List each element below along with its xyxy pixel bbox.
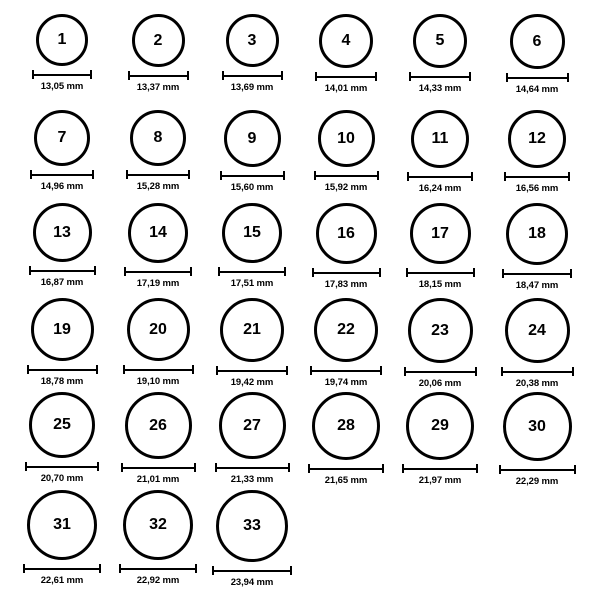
diameter-label: 16,56 mm [515, 183, 559, 194]
measure-line [32, 74, 92, 76]
ring-size-item [208, 203, 296, 289]
diameter-label: 21,65 mm [324, 475, 368, 486]
ring-size-item [18, 298, 106, 387]
measure-tick-left [407, 172, 409, 181]
measure-tick-right [284, 267, 286, 276]
diameter-measure-bar [216, 366, 288, 375]
measure-line [128, 75, 189, 77]
measure-line [220, 175, 285, 177]
ring-size-label: 29 [431, 417, 449, 434]
ring-circle [33, 203, 92, 262]
diameter-measure-bar [312, 268, 381, 277]
measure-tick-left [124, 267, 126, 276]
ring-size-label: 7 [57, 129, 67, 146]
measure-line [124, 271, 192, 273]
ring-size-item [18, 14, 106, 92]
measure-tick-left [310, 366, 312, 375]
diameter-label: 16,24 mm [418, 183, 462, 194]
measure-tick-right [567, 73, 569, 82]
ring-circle [505, 298, 570, 363]
measure-tick-left [501, 367, 503, 376]
diameter-measure-bar [501, 367, 574, 376]
measure-tick-right [469, 72, 471, 81]
ring-size-item [114, 392, 202, 485]
measure-tick-left [216, 366, 218, 375]
ring-size-item [18, 203, 106, 288]
measure-tick-right [568, 172, 570, 181]
ring-size-label: 19 [53, 320, 71, 338]
measure-tick-left [409, 72, 411, 81]
measure-line [119, 568, 197, 570]
ring-size-item [208, 392, 296, 485]
ring-size-item [208, 490, 296, 588]
diameter-measure-bar [29, 266, 96, 275]
measure-line [502, 273, 572, 275]
measure-tick-left [128, 71, 130, 80]
measure-line [315, 76, 377, 78]
ring-size-label: 31 [53, 516, 71, 533]
measure-line [504, 176, 570, 178]
diameter-label: 21,97 mm [418, 475, 462, 486]
ring-size-label: 32 [149, 516, 167, 533]
measure-line [402, 468, 478, 470]
ring-circle [411, 110, 469, 168]
ring-size-label: 14 [149, 224, 167, 241]
ring-size-label: 12 [528, 130, 546, 147]
diameter-label: 23,94 mm [230, 577, 274, 588]
ring-size-item [114, 203, 202, 289]
diameter-measure-bar [27, 365, 98, 374]
measure-tick-right [192, 365, 194, 374]
measure-line [121, 467, 196, 469]
ring-size-label: 30 [528, 417, 546, 435]
diameter-measure-bar [308, 464, 384, 473]
diameter-label: 13,05 mm [40, 81, 84, 92]
ring-size-item [493, 110, 581, 194]
diameter-label: 20,38 mm [515, 378, 559, 389]
measure-tick-left [506, 73, 508, 82]
ring-circle [123, 490, 193, 560]
measure-tick-right [572, 367, 574, 376]
measure-line [126, 174, 190, 176]
diameter-label: 21,33 mm [230, 474, 274, 485]
ring-circle [314, 298, 378, 362]
diameter-measure-bar [126, 170, 190, 179]
diameter-label: 22,29 mm [515, 476, 559, 487]
measure-line [123, 369, 194, 371]
measure-tick-left [312, 268, 314, 277]
ring-size-item [114, 490, 202, 586]
measure-line [30, 174, 94, 176]
diameter-measure-bar [222, 71, 283, 80]
measure-tick-left [502, 269, 504, 278]
measure-tick-right [190, 267, 192, 276]
measure-tick-right [187, 71, 189, 80]
ring-size-item [114, 110, 202, 192]
ring-circle [216, 490, 288, 562]
measure-tick-right [94, 266, 96, 275]
diameter-measure-bar [506, 73, 569, 82]
measure-tick-right [97, 462, 99, 471]
measure-tick-left [121, 463, 123, 472]
measure-line [215, 467, 290, 469]
measure-tick-right [194, 463, 196, 472]
measure-line [310, 370, 382, 372]
diameter-measure-bar [502, 269, 572, 278]
ring-size-label: 18 [528, 225, 546, 242]
diameter-label: 20,70 mm [40, 473, 84, 484]
diameter-measure-bar [123, 365, 194, 374]
ring-circle [125, 392, 192, 459]
measure-tick-right [96, 365, 98, 374]
ring-size-label: 23 [431, 321, 449, 339]
ring-size-label: 4 [341, 32, 351, 49]
ring-circle [36, 14, 88, 66]
diameter-measure-bar [215, 463, 290, 472]
ring-size-label: 22 [337, 321, 355, 338]
diameter-measure-bar [314, 171, 379, 180]
ring-size-item [114, 298, 202, 387]
diameter-label: 14,01 mm [324, 83, 368, 94]
diameter-label: 22,92 mm [136, 575, 180, 586]
measure-tick-left [504, 172, 506, 181]
diameter-measure-bar [128, 71, 189, 80]
diameter-label: 17,51 mm [230, 278, 274, 289]
ring-size-label: 24 [528, 321, 546, 339]
measure-line [216, 370, 288, 372]
ring-circle [503, 392, 572, 461]
diameter-measure-bar [504, 172, 570, 181]
ring-size-item [302, 298, 390, 388]
diameter-label: 14,96 mm [40, 181, 84, 192]
diameter-label: 14,33 mm [418, 83, 462, 94]
measure-tick-right [92, 170, 94, 179]
measure-tick-left [212, 566, 214, 575]
diameter-label: 18,47 mm [515, 280, 559, 291]
diameter-measure-bar [124, 267, 192, 276]
ring-circle [29, 392, 95, 458]
ring-size-label: 10 [337, 129, 355, 147]
measure-tick-left [402, 464, 404, 473]
ring-size-item [208, 110, 296, 193]
diameter-measure-bar [407, 172, 473, 181]
ring-size-label: 8 [153, 129, 163, 146]
measure-tick-right [382, 464, 384, 473]
measure-line [212, 570, 292, 572]
diameter-measure-bar [402, 464, 478, 473]
measure-tick-right [471, 172, 473, 181]
diameter-label: 19,74 mm [324, 377, 368, 388]
ring-size-label: 16 [337, 224, 355, 242]
diameter-measure-bar [212, 566, 292, 575]
ring-circle [508, 110, 566, 168]
diameter-label: 15,60 mm [230, 182, 274, 193]
measure-tick-left [32, 70, 34, 79]
diameter-measure-bar [310, 366, 382, 375]
ring-circle [408, 298, 473, 363]
ring-circle [224, 110, 281, 167]
ring-size-label: 13 [53, 223, 71, 241]
ring-circle [319, 14, 373, 68]
measure-tick-left [220, 171, 222, 180]
measure-tick-right [379, 268, 381, 277]
ring-circle [316, 203, 377, 264]
ring-size-label: 15 [243, 224, 261, 241]
ring-size-label: 2 [153, 31, 163, 49]
measure-tick-right [99, 564, 101, 573]
diameter-measure-bar [119, 564, 197, 573]
measure-tick-left [29, 266, 31, 275]
ring-size-item [208, 298, 296, 388]
ring-circle [130, 110, 186, 166]
diameter-label: 15,92 mm [324, 182, 368, 193]
measure-tick-right [377, 171, 379, 180]
measure-line [404, 371, 477, 373]
ring-size-item [302, 110, 390, 193]
measure-line [308, 468, 384, 470]
ring-circle [226, 14, 279, 67]
measure-tick-right [188, 170, 190, 179]
diameter-label: 13,37 mm [136, 82, 180, 93]
measure-tick-right [288, 463, 290, 472]
measure-line [29, 270, 96, 272]
measure-tick-left [23, 564, 25, 573]
measure-tick-right [375, 72, 377, 81]
ring-size-label: 33 [243, 517, 261, 534]
diameter-label: 19,42 mm [230, 377, 274, 388]
ring-circle [413, 14, 467, 68]
ring-size-item [493, 298, 581, 389]
diameter-label: 18,78 mm [40, 376, 84, 387]
measure-line [506, 77, 569, 79]
ring-circle [31, 298, 94, 361]
measure-tick-right [574, 465, 576, 474]
ring-size-item [493, 203, 581, 291]
ring-size-label: 9 [247, 129, 257, 147]
diameter-label: 17,83 mm [324, 279, 368, 290]
ring-size-label: 5 [435, 32, 445, 49]
ring-circle [132, 14, 185, 67]
diameter-label: 15,28 mm [136, 181, 180, 192]
ring-size-item [493, 14, 581, 95]
ring-size-item [18, 392, 106, 484]
ring-circle [220, 298, 284, 362]
ring-size-item [396, 298, 484, 389]
ring-size-item [18, 110, 106, 192]
diameter-measure-bar [30, 170, 94, 179]
diameter-label: 13,69 mm [230, 82, 274, 93]
diameter-label: 17,19 mm [136, 278, 180, 289]
diameter-label: 18,15 mm [418, 279, 462, 290]
measure-tick-left [314, 171, 316, 180]
ring-size-item [302, 14, 390, 94]
ring-circle [312, 392, 380, 460]
ring-circle [406, 392, 474, 460]
ring-size-item [493, 392, 581, 487]
ring-circle [27, 490, 97, 560]
measure-line [501, 371, 574, 373]
measure-tick-right [290, 566, 292, 575]
ring-size-label: 20 [149, 320, 167, 338]
measure-line [23, 568, 101, 570]
measure-tick-right [283, 171, 285, 180]
ring-circle [318, 110, 375, 167]
measure-tick-right [475, 367, 477, 376]
diameter-measure-bar [25, 462, 99, 471]
ring-size-item [114, 14, 202, 93]
ring-circle [34, 110, 90, 166]
ring-size-item [396, 392, 484, 486]
ring-circle [127, 298, 190, 361]
measure-tick-left [404, 367, 406, 376]
ring-size-label: 25 [53, 416, 71, 433]
ring-size-label: 6 [532, 32, 542, 50]
diameter-measure-bar [218, 267, 286, 276]
diameter-label: 16,87 mm [40, 277, 84, 288]
measure-tick-left [315, 72, 317, 81]
measure-tick-left [27, 365, 29, 374]
measure-line [25, 466, 99, 468]
measure-tick-right [570, 269, 572, 278]
ring-size-label: 27 [243, 416, 261, 434]
measure-tick-right [473, 268, 475, 277]
ring-circle [410, 203, 471, 264]
ring-size-label: 26 [149, 416, 167, 434]
measure-tick-left [406, 268, 408, 277]
measure-tick-right [380, 366, 382, 375]
measure-line [218, 271, 286, 273]
diameter-measure-bar [32, 70, 92, 79]
measure-line [27, 369, 98, 371]
ring-size-item [396, 110, 484, 194]
measure-line [312, 272, 381, 274]
measure-tick-left [218, 267, 220, 276]
diameter-label: 21,01 mm [136, 474, 180, 485]
ring-size-item [396, 14, 484, 94]
diameter-measure-bar [499, 465, 576, 474]
diameter-measure-bar [121, 463, 196, 472]
measure-tick-left [215, 463, 217, 472]
ring-size-item [302, 203, 390, 290]
diameter-label: 14,64 mm [515, 84, 559, 95]
ring-size-label: 11 [431, 130, 449, 147]
diameter-measure-bar [23, 564, 101, 573]
diameter-measure-bar [409, 72, 471, 81]
ring-size-item [396, 203, 484, 290]
measure-tick-left [499, 465, 501, 474]
diameter-label: 19,10 mm [136, 376, 180, 387]
measure-tick-right [286, 366, 288, 375]
ring-circle [222, 203, 282, 263]
ring-size-label: 3 [247, 31, 257, 49]
ring-size-label: 1 [57, 31, 67, 48]
measure-tick-right [90, 70, 92, 79]
measure-tick-right [195, 564, 197, 573]
measure-tick-left [126, 170, 128, 179]
measure-tick-left [119, 564, 121, 573]
diameter-measure-bar [220, 171, 285, 180]
ring-size-label: 28 [337, 417, 355, 434]
measure-line [222, 75, 283, 77]
measure-tick-left [123, 365, 125, 374]
diameter-label: 22,61 mm [40, 575, 84, 586]
ring-circle [506, 203, 568, 265]
measure-tick-right [476, 464, 478, 473]
ring-size-label: 17 [431, 224, 449, 242]
measure-line [499, 469, 576, 471]
measure-line [314, 175, 379, 177]
measure-tick-left [25, 462, 27, 471]
ring-circle [510, 14, 565, 69]
measure-tick-right [281, 71, 283, 80]
measure-tick-left [30, 170, 32, 179]
diameter-measure-bar [404, 367, 477, 376]
ring-circle [128, 203, 188, 263]
diameter-measure-bar [315, 72, 377, 81]
measure-line [407, 176, 473, 178]
ring-size-item [18, 490, 106, 586]
measure-tick-left [222, 71, 224, 80]
diameter-measure-bar [406, 268, 475, 277]
ring-size-item [208, 14, 296, 93]
ring-circle [219, 392, 286, 459]
diameter-label: 20,06 mm [418, 378, 462, 389]
ring-size-item [302, 392, 390, 486]
ring-size-label: 21 [243, 321, 261, 338]
measure-line [406, 272, 475, 274]
measure-tick-left [308, 464, 310, 473]
measure-line [409, 76, 471, 78]
